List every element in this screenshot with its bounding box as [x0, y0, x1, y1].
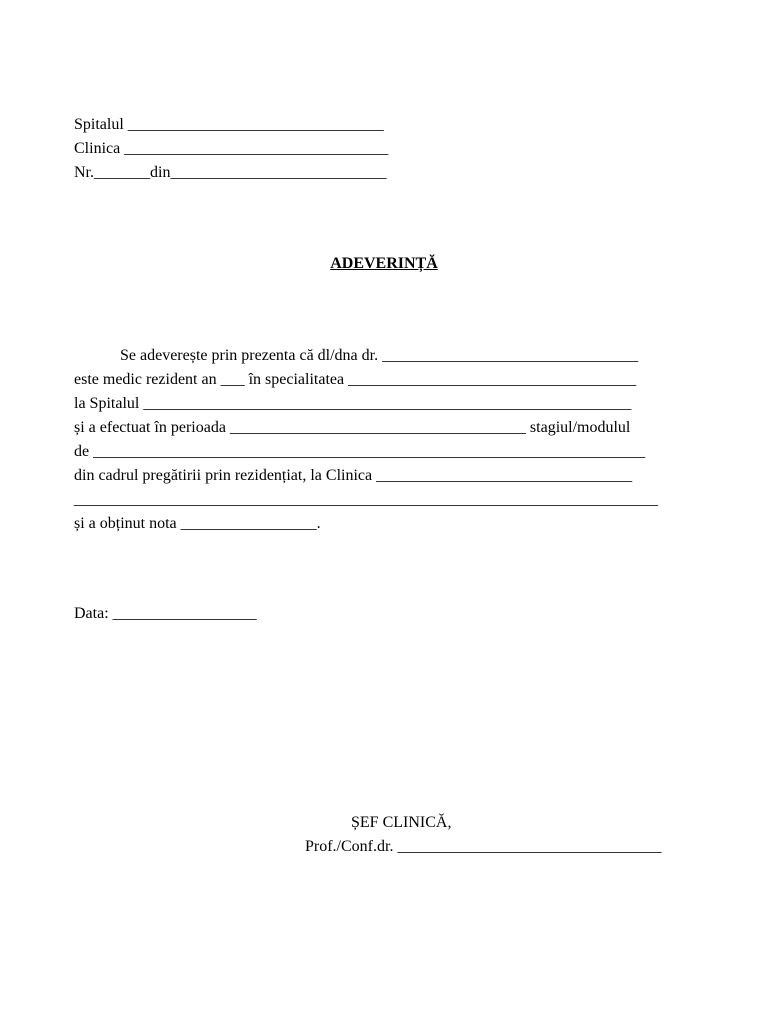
number-date-field-line: Nr._______din___________________________: [74, 164, 387, 181]
body-line-specialty: este medic rezident an ___ în specialitatea ____________________________________: [74, 371, 637, 388]
body-line-period: și a efectuat în perioada _____________________________________ stagiul/modulul: [74, 419, 631, 436]
document-title: ADEVERINȚĂ: [330, 255, 438, 272]
body-line-resident-name: Se adeverește prin prezenta că dl/dna dr. ________________________________: [120, 347, 639, 364]
hospital-field-line: Spitalul ________________________________: [74, 116, 384, 133]
signature-name-line: Prof./Conf.dr. _________________________________: [305, 838, 662, 855]
body-line-module: de _____________________________________________________________________: [74, 443, 646, 460]
body-line-clinic: din cadrul pregătirii prin rezidențiat, la Clinica ________________________________: [74, 467, 633, 484]
body-line-clinic-continued: _________________________________________________________________________: [74, 491, 658, 508]
body-line-grade: și a obținut nota _________________.: [74, 515, 321, 532]
body-line-hospital: la Spitalul _____________________________________________________________: [74, 395, 632, 412]
date-field-line: Data: __________________: [74, 605, 257, 622]
clinic-field-line: Clinica _________________________________: [74, 140, 389, 157]
signature-title: ȘEF CLINICĂ,: [351, 814, 452, 831]
